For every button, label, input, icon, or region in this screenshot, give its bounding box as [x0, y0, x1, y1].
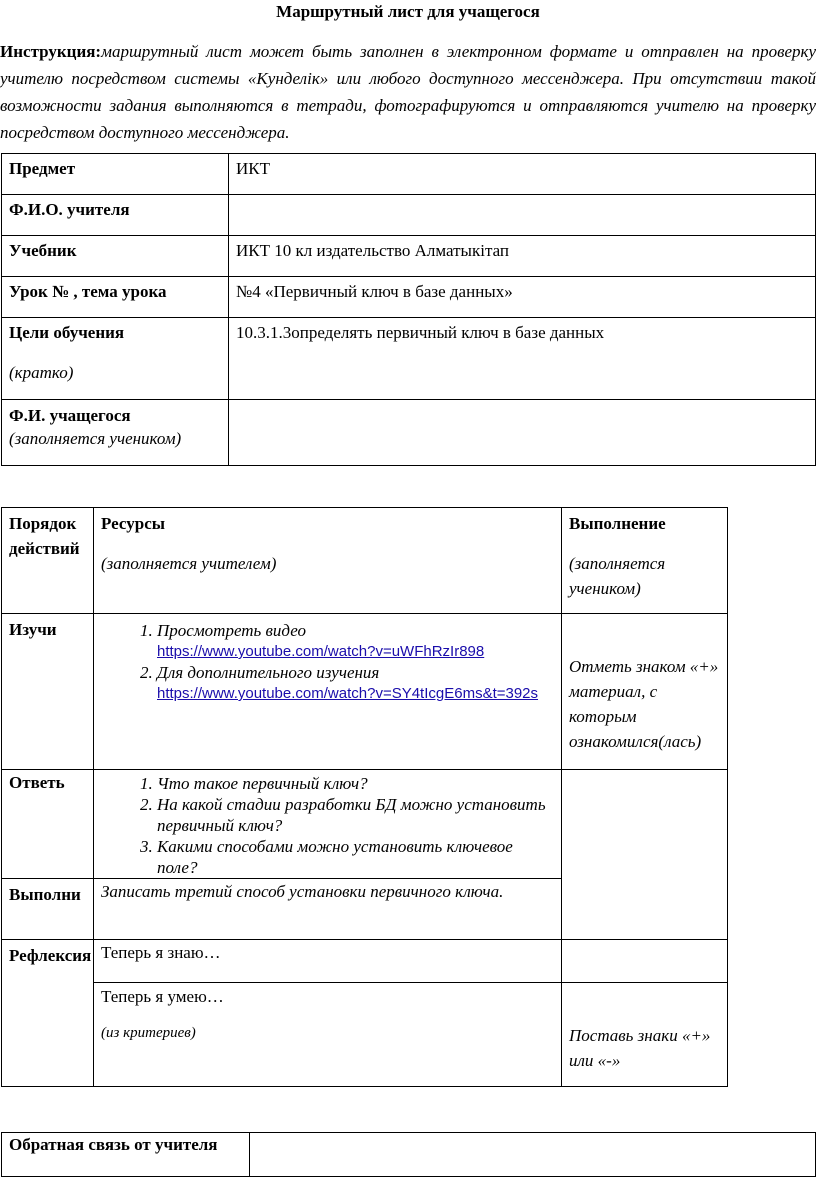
- goals-cell: [2, 318, 229, 400]
- answer-questions: [94, 770, 562, 879]
- textbook-label: Учебник: [2, 236, 229, 277]
- goals-label: Цели обучения: [9, 323, 125, 342]
- student-note: (заполняется учеником): [9, 429, 182, 448]
- info-table: [1, 153, 816, 466]
- goals-value[interactable]: 10.3.1.3определять первичный ключ в базе данных: [229, 318, 816, 400]
- reflection-execution[interactable]: Поставь знаки «+» или «-»: [562, 983, 728, 1087]
- video-link-1[interactable]: https://www.youtube.com/watch?v=uWFhRzIr898: [157, 643, 485, 660]
- work-table: [1, 507, 728, 1087]
- header-resources-note: (заполняется учителем): [101, 554, 277, 573]
- lesson-label: Урок № , тема урока: [2, 277, 229, 318]
- instruction-text: маршрутный лист может быть заполнен в электронном формате и отправлен на проверку учителю посредством системы «Kунделік» или любого доступного мессенджера. При отсутствии такой возможности задания выполняются в тетради, фотографируются и отправляются учителю на проверку посредством доступного мессенджера.: [0, 42, 816, 142]
- do-label: Выполни: [2, 879, 94, 940]
- study-label: Изучи: [2, 614, 94, 770]
- header-order: Порядок действий: [2, 508, 94, 614]
- instruction-label: Инструкция:: [0, 42, 102, 61]
- student-value[interactable]: [229, 400, 816, 466]
- reflection-label: Рефлексия: [2, 940, 94, 1087]
- goals-note: (кратко): [9, 363, 74, 382]
- study-execution[interactable]: Отметь знаком «+» материал, с которым ознакомился(лась): [562, 614, 728, 770]
- criteria-note: (из критериев): [101, 1025, 196, 1041]
- header-execution-label: Выполнение: [569, 514, 666, 533]
- list-item: [157, 662, 554, 704]
- study-item2-text: Для дополнительного изучения: [157, 663, 380, 682]
- teacher-label: Ф.И.О. учителя: [2, 195, 229, 236]
- feedback-value[interactable]: [250, 1133, 816, 1177]
- reflection-can: Теперь я умею…: [101, 987, 224, 1006]
- answer-execution[interactable]: [562, 770, 728, 940]
- subject-value[interactable]: ИКТ: [229, 154, 816, 195]
- list-item: 3. Какими способами можно установить ключевое поле?: [157, 836, 554, 878]
- reflection-can-cell[interactable]: [94, 983, 562, 1087]
- study-item1-text: Просмотреть видео: [157, 621, 307, 640]
- feedback-label: Обратная связь от учителя: [2, 1133, 250, 1177]
- header-resources-label: Ресурсы: [101, 514, 166, 533]
- video-link-2[interactable]: https://www.youtube.com/watch?v=SY4tIcgE6ms&t=392s: [157, 685, 539, 702]
- reflection-know-execution[interactable]: [562, 940, 728, 983]
- lesson-value[interactable]: №4 «Первичный ключ в базе данных»: [229, 277, 816, 318]
- textbook-value[interactable]: ИКТ 10 кл издательство Алматыкітап: [229, 236, 816, 277]
- header-execution: [562, 508, 728, 614]
- answer-list: [101, 773, 554, 878]
- subject-label: Предмет: [2, 154, 229, 195]
- list-item: 1. Что такое первичный ключ?: [157, 773, 554, 794]
- instruction: [0, 38, 816, 146]
- header-execution-note: (заполняется учеником): [569, 554, 666, 598]
- study-list: [101, 620, 554, 704]
- study-resources: [94, 614, 562, 770]
- answer-label: Ответь: [2, 770, 94, 879]
- page-title: Маршрутный лист для учащегося: [276, 2, 540, 21]
- do-task: Записать третий способ установки первичного ключа.: [94, 879, 562, 940]
- list-item: 2. На какой стадии разработки БД можно установить первичный ключ?: [157, 794, 554, 836]
- reflection-know[interactable]: Теперь я знаю…: [94, 940, 562, 983]
- student-cell: [2, 400, 229, 466]
- header-resources: [94, 508, 562, 614]
- feedback-table: [1, 1132, 816, 1177]
- teacher-value[interactable]: [229, 195, 816, 236]
- student-label: Ф.И. учащегося: [9, 406, 131, 425]
- list-item: [157, 620, 554, 662]
